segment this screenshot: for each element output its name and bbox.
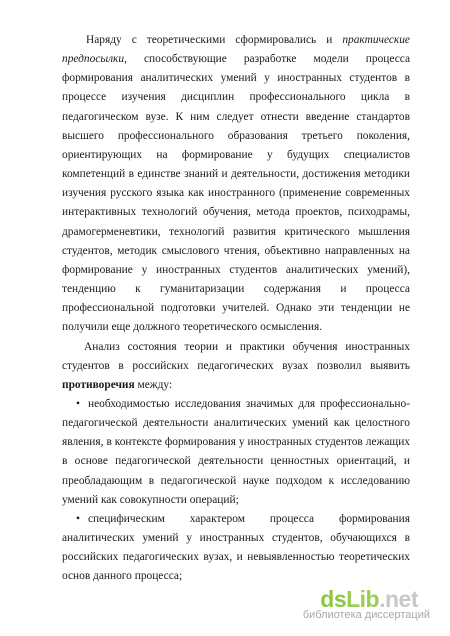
paragraph-contradictions [62,338,410,395]
bullet-icon: • [76,512,80,525]
paragraph-text: , способствующие разработке модели процесса формирования аналитических умений у иностранных студентов в процессе изучения дисциплин профессионального цикла в педагогическом вузе. К ним следует отнести введение стандартов высшего профессионального образования третьего поколения, ориентирующих на формирование у будущих специалистов компетенций в единстве знаний и деятельности, достижения методики изучения русского языка как иностранного (применение современных интерактивных технологий обучения, метода проектов, психодрамы, драмогерменевтики, технологий развития критического мышления студентов, методик смыслового чтения, объективно направленных на формирование у иностранных студентов аналитических умений), тенденцию к гуманитаризации содержания и процесса профессиональной подготовки учителей. Однако эти тенденции не получили еще должного теоретического осмысления. [62,53,410,334]
paragraph-text: между: [134,378,173,391]
bold-term: противоречия [62,378,135,391]
watermark-subtitle: библиотека диссертаций [302,609,430,621]
paragraph-preconditions [62,31,410,338]
paragraph-text: Анализ состояния теории и практики обучения иностранных студентов в российских педагогических вузах позволил выявить [62,340,410,372]
document-body [62,31,410,587]
italic-term: практические предпосылки [62,34,410,66]
bullet-icon: • [76,397,80,410]
list-item-text: необходимостью исследования значимых для профессионально-педагогической деятельности аналитических умений как целостного явления, в контексте формирования у иностранных студентов лежащих в основе педагогической деятельности ценностных ориентаций, и преобладающим в педагогической науке подходом к исследованию умений как совокупности операций; [62,397,410,506]
list-item [62,395,410,510]
paragraph-text: Наряду с теоретическими сформировались и [86,34,343,46]
dslib-logo: dsLib.net [320,586,418,612]
list-item-text: специфическим характером процесса формирования аналитических умений у иностранных студентов, обучающихся в российских педагогических вузах, и невыявленностью теоретических основ данного процесса; [62,512,410,583]
dslib-watermark [290,586,430,622]
list-item [62,510,410,587]
